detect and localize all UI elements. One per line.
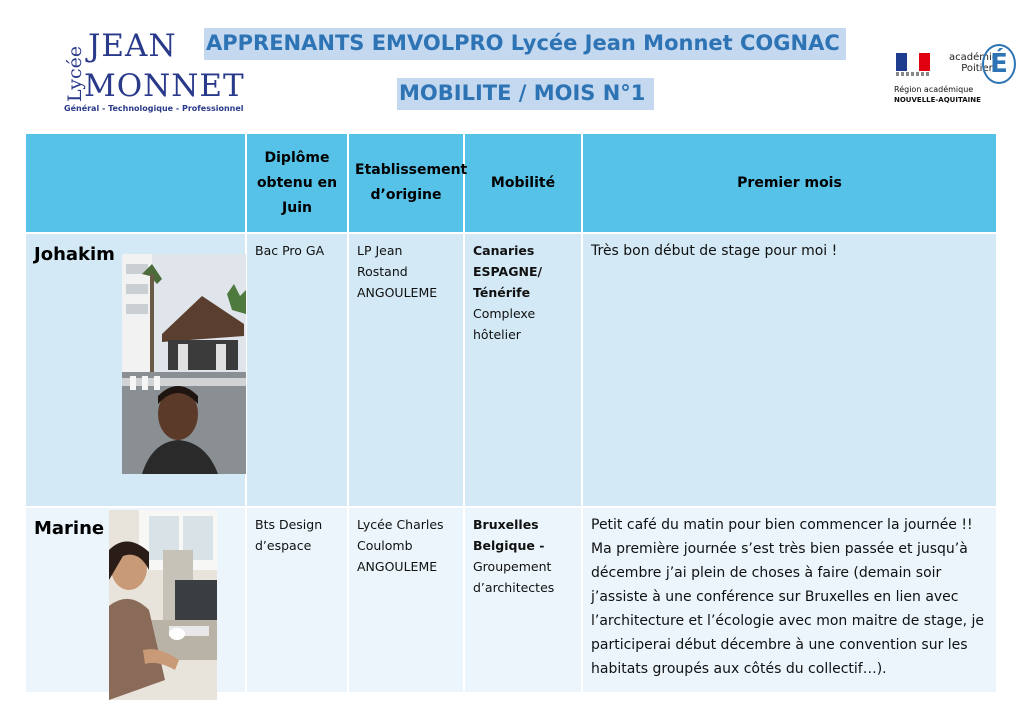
- student-name: Marine: [34, 518, 105, 539]
- student-photo-image: [109, 510, 217, 700]
- region-name: NOUVELLE-AQUITAINE: [894, 96, 981, 104]
- header-premier-mois: Premier mois: [582, 133, 997, 233]
- etablissement-line: Lycée Charles: [357, 517, 444, 532]
- premier-mois-text: Petit café du matin pour bien commencer la journée !! Ma première journée s’est très bien passée et jusqu’à décembre j’ai plein de choses à faire (demain soir j’assiste à une conférence sur Bruxelles en lien avec l’architecture et l’écologie avec mon maitre de stage, je participerai début décembre à une convention sur les habitats groupés aux côtés du collectif…).: [591, 517, 985, 677]
- page-subtitle: MOBILITE / MOIS N°1: [397, 78, 654, 110]
- diplome-value: Bac Pro GA: [255, 243, 325, 258]
- table-row: [25, 233, 997, 507]
- mobilite-structure: d’architectes: [473, 580, 555, 595]
- table-row: [25, 507, 997, 693]
- table-header-row: [25, 133, 997, 233]
- academie-poitiers-logo: [893, 40, 1023, 110]
- mobilite-structure: hôtelier: [473, 327, 521, 342]
- header-etablissement: Etablissement d’origine: [348, 133, 464, 233]
- header-diplome: Diplôme obtenu en Juin: [246, 133, 348, 233]
- etablissement-line: Coulomb: [357, 538, 413, 553]
- logo-lycee-text: Lycée: [64, 45, 86, 102]
- mobility-table: [24, 132, 998, 694]
- header-mobilite: Mobilité: [464, 133, 582, 233]
- diplome-line: Bts Design: [255, 517, 323, 532]
- etablissement-line: ANGOULEME: [357, 285, 438, 300]
- mobilite-destination: Belgique -: [473, 538, 545, 553]
- mobilite-destination: ESPAGNE/: [473, 264, 543, 279]
- logo-tagline: Général - Technologique - Professionnel: [64, 104, 244, 113]
- mobilite-destination: Ténérife: [473, 285, 531, 300]
- mobilite-destination: Canaries: [473, 243, 535, 258]
- region-label: Région académique: [894, 85, 974, 94]
- etablissement-line: ANGOULEME: [357, 559, 438, 574]
- etablissement-line: LP Jean: [357, 243, 403, 258]
- mobilite-destination: Bruxelles: [473, 517, 539, 532]
- poitiers-text: Poitiers: [961, 63, 998, 74]
- academie-e-icon: É: [982, 44, 1016, 84]
- logo-monnet-text: MONNET: [84, 68, 245, 104]
- premier-mois-text: Très bon début de stage pour moi !: [591, 243, 838, 259]
- header-name: [25, 133, 246, 233]
- mobilite-structure: Groupement: [473, 559, 552, 574]
- student-photo-image: [122, 254, 246, 474]
- french-republic-flag-icon: [896, 53, 930, 71]
- page-title: APPRENANTS EMVOLPRO Lycée Jean Monnet COGNAC: [204, 28, 846, 60]
- student-photo: [122, 254, 246, 474]
- etablissement-line: Rostand: [357, 264, 408, 279]
- student-photo: [109, 510, 217, 700]
- logo-jean-text: JEAN: [88, 28, 177, 64]
- diplome-line: d’espace: [255, 538, 312, 553]
- student-name: Johakim: [34, 244, 115, 265]
- academie-text: académie: [949, 52, 998, 63]
- mobilite-structure: Complexe: [473, 306, 536, 321]
